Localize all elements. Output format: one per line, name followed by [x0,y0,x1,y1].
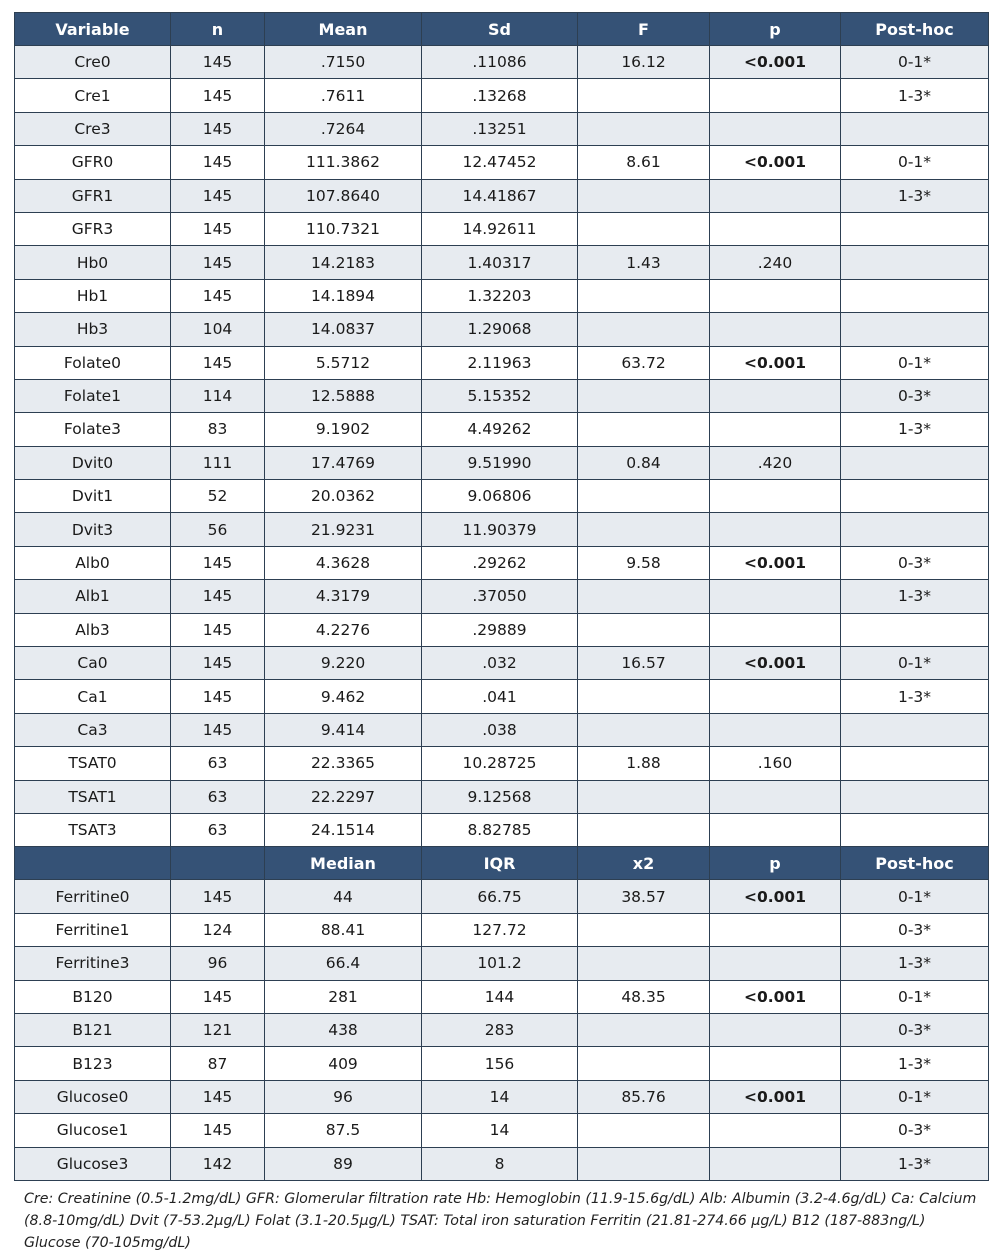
table-cell: Ferritine3 [15,947,171,980]
table-cell: .038 [422,713,578,746]
table-row [15,446,989,479]
table-cell [710,680,841,713]
table-row [15,346,989,379]
table-cell: 12.47452 [422,146,578,179]
table-cell: 9.12568 [422,780,578,813]
column-header [15,847,171,880]
table-cell: Cre3 [15,112,171,145]
table-cell [710,513,841,546]
table-cell [710,212,841,245]
table-cell: 9.1902 [265,413,422,446]
table-cell: Ca0 [15,647,171,680]
table-cell: 145 [171,212,265,245]
table-cell: 145 [171,1080,265,1113]
column-header: IQR [422,847,578,880]
table-cell: <0.001 [710,1080,841,1113]
table-cell: B120 [15,980,171,1013]
table-cell: TSAT0 [15,747,171,780]
table-cell [578,713,710,746]
table-cell [841,780,989,813]
table-row [15,780,989,813]
table-row [15,980,989,1013]
table-cell: .13251 [422,112,578,145]
table-cell: 22.3365 [265,747,422,780]
table-cell: 63.72 [578,346,710,379]
table-cell: 8.82785 [422,813,578,846]
table-cell: 144 [422,980,578,1013]
table-cell: Dvit0 [15,446,171,479]
table-cell: 8.61 [578,146,710,179]
table-cell: GFR1 [15,179,171,212]
table-row [15,379,989,412]
table-cell: 107.8640 [265,179,422,212]
table-cell: Folate0 [15,346,171,379]
table-cell: 89 [265,1147,422,1180]
table-cell: 1-3* [841,680,989,713]
table-row [15,1047,989,1080]
table-row [15,913,989,946]
table-cell [841,246,989,279]
table-row [15,713,989,746]
table-cell [710,613,841,646]
table-cell: Dvit3 [15,513,171,546]
table-cell: TSAT1 [15,780,171,813]
table-cell: Cre0 [15,46,171,79]
table-cell: 1.32203 [422,279,578,312]
table-cell [578,279,710,312]
table-cell: Folate3 [15,413,171,446]
table-cell: 5.15352 [422,379,578,412]
table-cell: 127.72 [422,913,578,946]
table-cell: 145 [171,980,265,1013]
table-cell: 4.2276 [265,613,422,646]
table-cell [578,179,710,212]
table-cell: .240 [710,246,841,279]
table-cell [578,780,710,813]
table-cell: 0-3* [841,1013,989,1046]
table-cell [710,179,841,212]
table-cell: .11086 [422,46,578,79]
table-cell: .7264 [265,112,422,145]
table-cell: 104 [171,313,265,346]
table-cell [710,1013,841,1046]
table-cell: 14.41867 [422,179,578,212]
table-cell: 1-3* [841,580,989,613]
table-cell: .13268 [422,79,578,112]
table-cell [710,1047,841,1080]
table-cell: 14.1894 [265,279,422,312]
table-cell: 0-1* [841,647,989,680]
table-cell: 145 [171,246,265,279]
table-cell: 111 [171,446,265,479]
table-cell [710,279,841,312]
column-header: Post-hoc [841,13,989,46]
table-cell: 283 [422,1013,578,1046]
results-table [14,12,989,1181]
table-cell [578,813,710,846]
table-cell: 0-3* [841,379,989,412]
table-cell: <0.001 [710,546,841,579]
table-cell [841,212,989,245]
table-cell: 121 [171,1013,265,1046]
table-cell: 0-3* [841,546,989,579]
table-cell: Alb0 [15,546,171,579]
table-cell: 14.0837 [265,313,422,346]
column-header: Variable [15,13,171,46]
table-cell: 145 [171,179,265,212]
column-header: p [710,13,841,46]
table-row [15,1114,989,1147]
table-cell: 87.5 [265,1114,422,1147]
table-cell [710,480,841,513]
table-row [15,1013,989,1046]
column-header: Median [265,847,422,880]
table-cell: 4.3179 [265,580,422,613]
table-cell [710,79,841,112]
table-row [15,613,989,646]
table-cell: 0-1* [841,980,989,1013]
table-cell: Hb3 [15,313,171,346]
table-cell [710,947,841,980]
table-row [15,112,989,145]
table-cell: Folate1 [15,379,171,412]
table-row [15,79,989,112]
table-cell: 66.75 [422,880,578,913]
table-cell: <0.001 [710,346,841,379]
column-header: Mean [265,13,422,46]
table-cell [578,580,710,613]
table-cell: 1.40317 [422,246,578,279]
table-cell: 21.9231 [265,513,422,546]
table-cell: Cre1 [15,79,171,112]
table-cell: 145 [171,880,265,913]
table-cell [578,413,710,446]
table-cell: 145 [171,112,265,145]
table-cell: Ca3 [15,713,171,746]
table-cell [578,1047,710,1080]
table-cell [841,279,989,312]
table-cell: .032 [422,647,578,680]
table-cell: Dvit1 [15,480,171,513]
table-cell: 85.76 [578,1080,710,1113]
table-cell [710,112,841,145]
table-cell [841,112,989,145]
table-row [15,647,989,680]
table-cell: Ferritine1 [15,913,171,946]
table-cell: 14.2183 [265,246,422,279]
table-cell [578,1147,710,1180]
table-cell: 63 [171,780,265,813]
table-cell: .37050 [422,580,578,613]
table-cell [710,913,841,946]
table-cell: 1.29068 [422,313,578,346]
column-header: Post-hoc [841,847,989,880]
table-cell [841,813,989,846]
table-row [15,546,989,579]
table-row [15,246,989,279]
table-cell: 48.35 [578,980,710,1013]
table-cell [710,413,841,446]
table-cell [710,379,841,412]
table-cell: 8 [422,1147,578,1180]
table-cell: 88.41 [265,913,422,946]
table-cell: 145 [171,146,265,179]
table-cell [578,1013,710,1046]
table-cell: <0.001 [710,980,841,1013]
table-cell: Alb1 [15,580,171,613]
table-row [15,279,989,312]
table-cell: 0-1* [841,46,989,79]
table-cell: Hb1 [15,279,171,312]
table-cell [841,446,989,479]
table-cell: <0.001 [710,46,841,79]
table-cell: 145 [171,79,265,112]
column-header: F [578,13,710,46]
table-row [15,212,989,245]
table-cell: 145 [171,279,265,312]
table-cell: 2.11963 [422,346,578,379]
table-cell [710,1147,841,1180]
table-body-means [15,46,989,847]
table-cell [710,813,841,846]
table-cell: 409 [265,1047,422,1080]
table-cell: 63 [171,813,265,846]
table-row [15,1080,989,1113]
table-cell: Ca1 [15,680,171,713]
table-cell [578,79,710,112]
table-cell [578,947,710,980]
table-cell: 12.5888 [265,379,422,412]
table-cell: Glucose0 [15,1080,171,1113]
table-cell [578,1114,710,1147]
table-row [15,179,989,212]
table-cell [841,613,989,646]
table-cell [578,112,710,145]
table-cell: 1-3* [841,179,989,212]
table-cell: 0-1* [841,346,989,379]
table-cell: 1-3* [841,413,989,446]
table-cell: GFR0 [15,146,171,179]
table-cell: 44 [265,880,422,913]
table-cell: 438 [265,1013,422,1046]
table-cell [578,313,710,346]
table-cell: .041 [422,680,578,713]
table-subheader-row [15,847,989,880]
table-cell: .29889 [422,613,578,646]
table-cell: 24.1514 [265,813,422,846]
table-footnote: Cre: Creatinine (0.5-1.2mg/dL) GFR: Glomerular filtration rate Hb: Hemoglobin (11.9-15.6g/dL) Alb: Albumin (3.2-4.6g/dL) Ca: Calcium (8.8-10mg/dL) Dvit (7-53.2µg/L) Folat (3.1-20.5µg/L) TSAT: Total iron saturation Ferritin (21.81-274.66 µg/L) B12 (187-883ng/L) Glucose (70-105mg/dL) [24,1191,977,1251]
table-cell: 145 [171,1114,265,1147]
table-cell: 145 [171,346,265,379]
table-cell: <0.001 [710,146,841,179]
table-row [15,413,989,446]
table-cell: 9.58 [578,546,710,579]
table-cell: .420 [710,446,841,479]
table-cell [841,480,989,513]
table-cell [710,713,841,746]
table-cell [841,747,989,780]
table-cell: 145 [171,713,265,746]
table-cell: 145 [171,546,265,579]
table-cell: GFR3 [15,212,171,245]
table-cell: Ferritine0 [15,880,171,913]
table-cell: 1.43 [578,246,710,279]
table-cell: B123 [15,1047,171,1080]
table-cell: 0-3* [841,1114,989,1147]
column-header: Sd [422,13,578,46]
table-cell: 96 [171,947,265,980]
column-header: p [710,847,841,880]
table-row [15,813,989,846]
table-row [15,747,989,780]
table-cell: .7150 [265,46,422,79]
table-cell: 114 [171,379,265,412]
table-cell: 14 [422,1080,578,1113]
table-cell: TSAT3 [15,813,171,846]
table-row [15,680,989,713]
table-cell: 16.57 [578,647,710,680]
table-cell: B121 [15,1013,171,1046]
table-cell: 96 [265,1080,422,1113]
table-cell [841,313,989,346]
table-cell: 0.84 [578,446,710,479]
table-cell: 0-1* [841,880,989,913]
table-row [15,313,989,346]
table-cell: 0-3* [841,913,989,946]
table-cell: <0.001 [710,647,841,680]
table-cell: Glucose3 [15,1147,171,1180]
table-cell: 14.92611 [422,212,578,245]
table-cell [710,580,841,613]
table-row [15,513,989,546]
table-row [15,146,989,179]
table-cell: 0-1* [841,1080,989,1113]
table-cell: 10.28725 [422,747,578,780]
table-row [15,1147,989,1180]
table-cell: 4.3628 [265,546,422,579]
table-cell: 124 [171,913,265,946]
table-cell: 145 [171,580,265,613]
table-cell: Alb3 [15,613,171,646]
table-cell [710,313,841,346]
table-cell [578,513,710,546]
column-header: n [171,13,265,46]
table-cell: 20.0362 [265,480,422,513]
table-cell [710,780,841,813]
table-cell [710,1114,841,1147]
table-cell: .29262 [422,546,578,579]
table-row [15,947,989,980]
table-cell: 1-3* [841,1047,989,1080]
table-cell: 22.2297 [265,780,422,813]
table-cell: 0-1* [841,146,989,179]
table-cell: 9.06806 [422,480,578,513]
table-cell [578,680,710,713]
table-cell: 14 [422,1114,578,1147]
table-cell: 9.51990 [422,446,578,479]
table-cell: 9.462 [265,680,422,713]
table-cell: 66.4 [265,947,422,980]
table-cell: 145 [171,46,265,79]
table-cell: 11.90379 [422,513,578,546]
table-cell: 101.2 [422,947,578,980]
table-cell: 17.4769 [265,446,422,479]
table-body-medians [15,880,989,1181]
table-cell [841,513,989,546]
table-cell: 56 [171,513,265,546]
table-cell: 5.5712 [265,346,422,379]
table-cell: 145 [171,680,265,713]
table-row [15,46,989,79]
table-cell: 145 [171,647,265,680]
table-row [15,880,989,913]
table-cell: 9.414 [265,713,422,746]
table-cell: 111.3862 [265,146,422,179]
table-cell: 156 [422,1047,578,1080]
table-cell: <0.001 [710,880,841,913]
table-cell [578,212,710,245]
table-cell: 1-3* [841,947,989,980]
table-cell: 83 [171,413,265,446]
table-row [15,480,989,513]
table-cell [578,379,710,412]
table-cell: 52 [171,480,265,513]
table-cell: 9.220 [265,647,422,680]
table-cell: 1.88 [578,747,710,780]
table-cell: Glucose1 [15,1114,171,1147]
table-cell: 1-3* [841,1147,989,1180]
table-cell: 142 [171,1147,265,1180]
table-cell: 87 [171,1047,265,1080]
table-cell: 110.7321 [265,212,422,245]
table-cell [578,913,710,946]
table-cell: 1-3* [841,79,989,112]
column-header: x2 [578,847,710,880]
table-cell: 4.49262 [422,413,578,446]
table-cell: Hb0 [15,246,171,279]
table-cell: 63 [171,747,265,780]
table-cell [578,480,710,513]
table-cell: 145 [171,613,265,646]
table-cell: .160 [710,747,841,780]
column-header [171,847,265,880]
table-header-row [15,13,989,46]
table-cell: 281 [265,980,422,1013]
table-row [15,580,989,613]
table-cell: 38.57 [578,880,710,913]
table-cell: 16.12 [578,46,710,79]
table-cell: .7611 [265,79,422,112]
table-cell [578,613,710,646]
table-cell [841,713,989,746]
